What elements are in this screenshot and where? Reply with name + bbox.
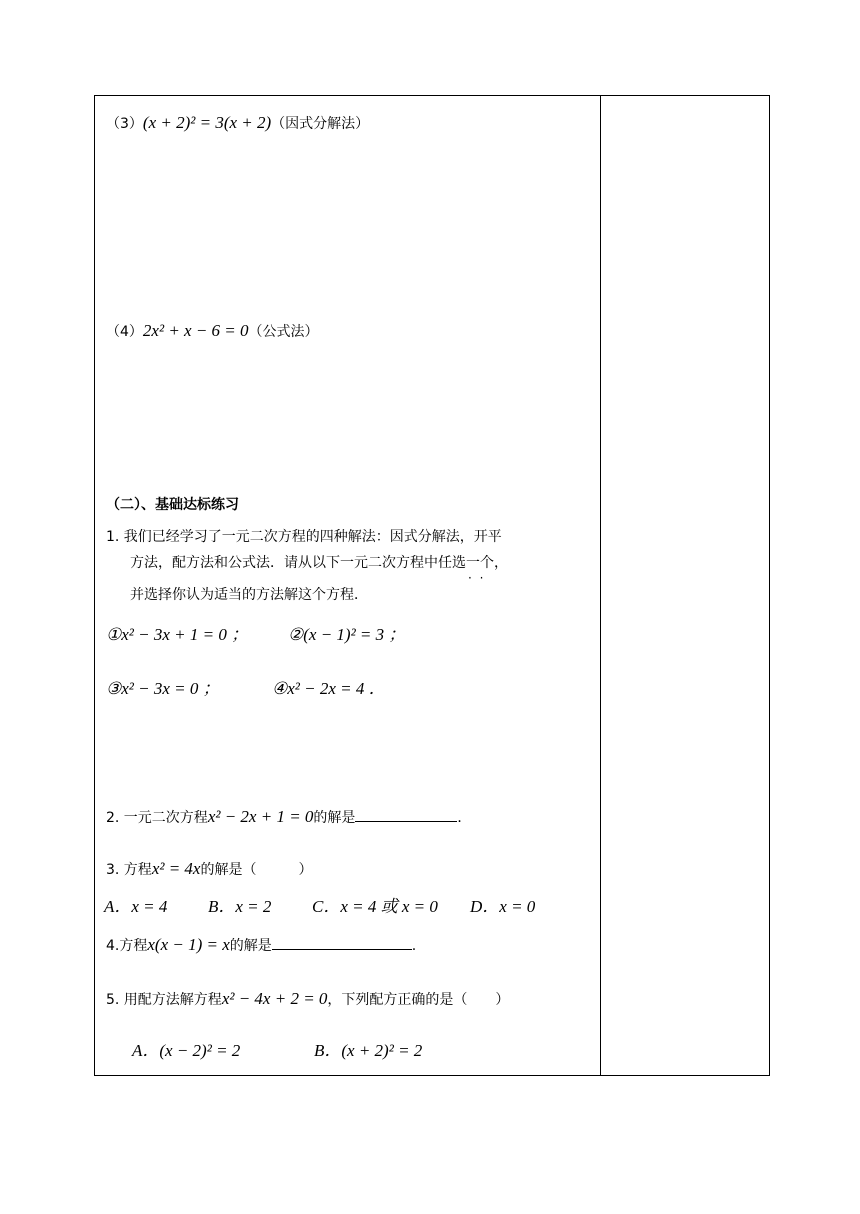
problem-1-line-2: 方法，配方法和公式法．请从以下一元二次方程中任选一个 · ·， <box>130 552 508 574</box>
problem-3-option-a: A．x = 4 <box>104 897 168 916</box>
exercise-3-equation: (x + 2)² = 3(x + 2) <box>142 113 272 132</box>
problem-5-option-b: B．(x + 2)² = 2 <box>314 1041 423 1060</box>
problem-2: 2. 一元二次方程x² − 2x + 1 = 0的解是 ． <box>106 807 472 826</box>
problem-4: 4.方程x(x − 1) = x的解是 . <box>106 935 417 954</box>
exercise-3: （3）(x + 2)² = 3(x + 2)（因式分解法） <box>106 113 370 132</box>
answer-blank[interactable] <box>272 935 412 950</box>
problem-5-option-a: A．(x − 2)² = 2 <box>132 1041 241 1060</box>
answer-blank[interactable] <box>355 807 457 822</box>
exercise-4: （4）2x² + x − 6 = 0（公式法） <box>106 321 319 340</box>
equation-option-1: ①x² − 3x + 1 = 0 ； <box>106 625 249 644</box>
problem-1-line-3: 并选择你认为适当的方法解这个方程． <box>130 587 368 603</box>
problem-3-option-d: D．x = 0 <box>470 897 536 916</box>
problem-5: 5. 用配方法解方程x² − 4x + 2 = 0，下列配方正确的是（ ） <box>106 989 510 1008</box>
problem-3-option-c: C．x = 4 或 x = 0 <box>312 897 438 916</box>
equation-option-2: ②(x − 1)² = 3 ； <box>288 625 406 644</box>
notes-column-divider <box>600 95 601 1076</box>
section-title: （二）、基础达标练习 <box>106 497 239 513</box>
problem-3-option-b: B．x = 2 <box>208 897 272 916</box>
emphasis-dots: 一个 · · <box>466 555 494 571</box>
equation-option-4: ④x² − 2x = 4 ． <box>272 679 386 698</box>
problem-1-line-1: 1. 我们已经学习了一元二次方程的四种解法：因式分解法，开平 <box>106 529 502 545</box>
equation-option-3: ③x² − 3x = 0 ； <box>106 679 220 698</box>
exercise-4-equation: 2x² + x − 6 = 0 <box>142 321 249 340</box>
problem-3: 3. 方程x² = 4x的解是（ ） <box>106 859 313 878</box>
